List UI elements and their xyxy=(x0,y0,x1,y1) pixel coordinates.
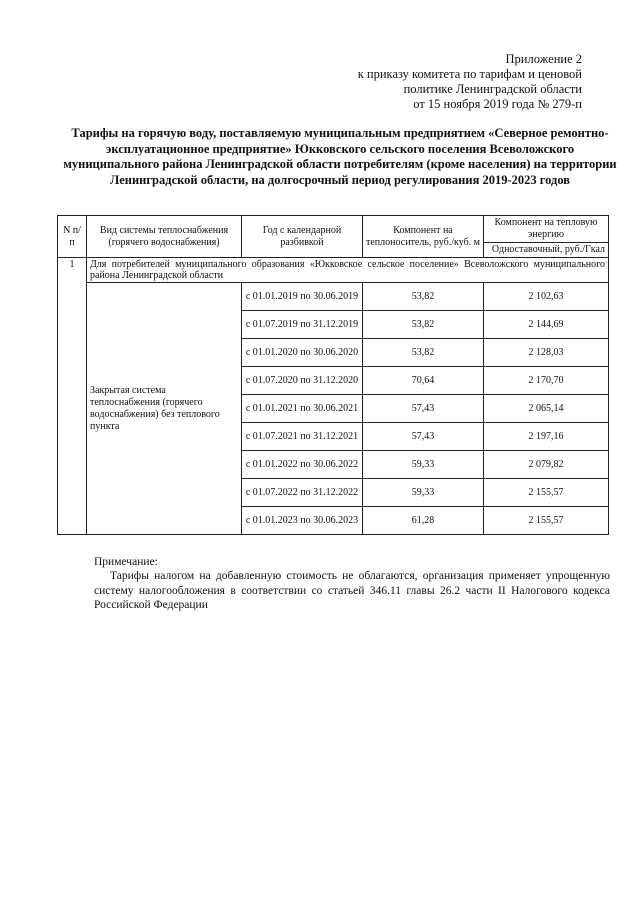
note-text: Тарифы налогом на добавленную стоимость не облагаются, организация применяет упрощенную систему налогообложения в соответствии со статьей 346.11 главы 26.2 части II Налогового кодекса Российской Федерации xyxy=(94,570,610,611)
period-cell: с 01.07.2020 по 31.12.2020 xyxy=(242,367,363,395)
energy-value: 2 102,63 xyxy=(484,283,609,311)
consumer-group: Для потребителей муниципального образования «Юкковское сельское поселение» Всеволожского муниципального района Ленинградской области xyxy=(87,258,609,283)
period-cell: с 01.07.2021 по 31.12.2021 xyxy=(242,423,363,451)
document-title: Тарифы на горячую воду, поставляемую муниципальным предприятием «Северное ремонтно-эксплуатационное предприятие» Юкковского сельского поселения Всеволожского муниципального района Ленинградской области потребителям (кроме населения) на территории Ленинградской области, на долгосрочный период регулирования 2019-2023 годов xyxy=(63,126,617,187)
header-energy-sub: Одноставочный, руб./Гкал xyxy=(484,243,609,258)
row-number: 1 xyxy=(58,258,87,535)
period-cell: с 01.07.2022 по 31.12.2022 xyxy=(242,479,363,507)
header-system: Вид системы теплоснабжения (горячего водоснабжения) xyxy=(87,216,242,258)
header-carrier: Компонент на теплоноситель, руб./куб. м xyxy=(363,216,484,258)
appendix-line-4: от 15 ноября 2019 года № 279-п xyxy=(413,97,582,111)
period-cell: с 01.01.2023 по 30.06.2023 xyxy=(242,507,363,535)
carrier-value: 61,28 xyxy=(363,507,484,535)
header-energy: Компонент на тепловую энергию xyxy=(484,216,609,243)
appendix-header xyxy=(322,52,582,112)
energy-value: 2 144,69 xyxy=(484,311,609,339)
energy-value: 2 065,14 xyxy=(484,395,609,423)
energy-value: 2 079,82 xyxy=(484,451,609,479)
energy-value: 2 197,16 xyxy=(484,423,609,451)
energy-value: 2 155,57 xyxy=(484,507,609,535)
carrier-value: 70,64 xyxy=(363,367,484,395)
carrier-value: 57,43 xyxy=(363,423,484,451)
appendix-line-2: к приказу комитета по тарифам и ценовой xyxy=(357,67,582,81)
period-cell: с 01.01.2021 по 30.06.2021 xyxy=(242,395,363,423)
note-heading: Примечание: xyxy=(94,556,158,568)
energy-value: 2 155,57 xyxy=(484,479,609,507)
appendix-line-3: политике Ленинградской области xyxy=(403,82,582,96)
carrier-value: 59,33 xyxy=(363,451,484,479)
period-cell: с 01.01.2020 по 30.06.2020 xyxy=(242,339,363,367)
carrier-value: 53,82 xyxy=(363,339,484,367)
energy-value: 2 128,03 xyxy=(484,339,609,367)
tariff-table xyxy=(57,215,609,535)
carrier-value: 53,82 xyxy=(363,311,484,339)
appendix-line-1: Приложение 2 xyxy=(505,52,582,66)
period-cell: с 01.07.2019 по 31.12.2019 xyxy=(242,311,363,339)
header-year: Год с календарной разбивкой xyxy=(242,216,363,258)
carrier-value: 59,33 xyxy=(363,479,484,507)
period-cell: с 01.01.2022 по 30.06.2022 xyxy=(242,451,363,479)
energy-value: 2 170,70 xyxy=(484,367,609,395)
carrier-value: 57,43 xyxy=(363,395,484,423)
header-num: N п/п xyxy=(58,216,87,258)
system-type: Закрытая система теплоснабжения (горячего водоснабжения) без теплового пункта xyxy=(87,283,242,535)
period-cell: с 01.01.2019 по 30.06.2019 xyxy=(242,283,363,311)
carrier-value: 53,82 xyxy=(363,283,484,311)
